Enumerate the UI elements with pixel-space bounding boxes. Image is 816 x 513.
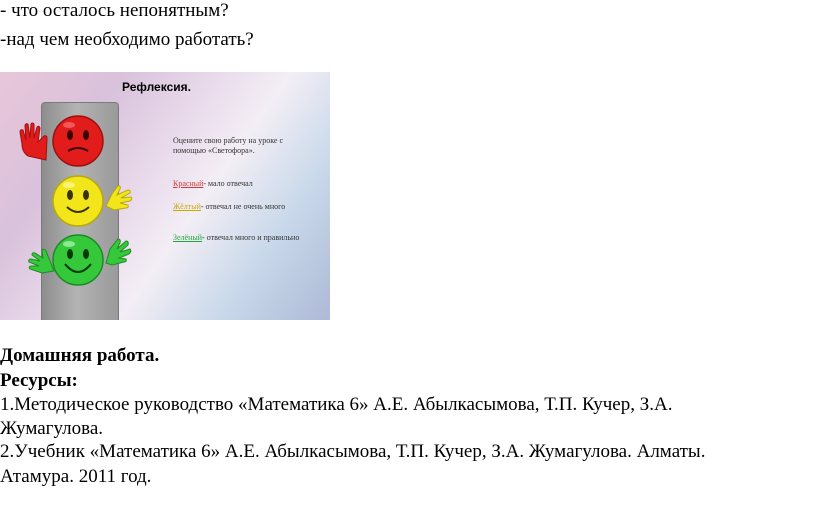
legend-green-word: Зелёный xyxy=(173,233,203,242)
red-smiley-icon xyxy=(52,115,104,167)
green-smiley-icon xyxy=(52,234,104,286)
red-hand-icon xyxy=(16,122,52,162)
legend-red-word: Красный xyxy=(173,179,204,188)
legend-yellow-text: - отвечал не очень много xyxy=(200,202,286,211)
homework-title: Домашняя работа. xyxy=(0,345,160,366)
resource-2-line-2: Атамура. 2011 год. xyxy=(0,466,152,487)
legend-red-text: - мало отвечал xyxy=(203,179,253,188)
resource-1-line-1: 1.Методическое руководство «Математика 6» А.Е. Абылкасымова, Т.П. Кучер, З.А. xyxy=(0,394,673,415)
reflection-slide-image xyxy=(0,72,330,320)
question-unclear: - что осталось непонятным? xyxy=(0,0,229,21)
legend-yellow-word: Жёлтый xyxy=(173,202,201,211)
legend-red xyxy=(173,179,303,189)
resource-1-line-2: Жумагулова. xyxy=(0,418,104,439)
legend-green-text: - отвечал много и правильно xyxy=(202,233,300,242)
slide-instruction: Оцените свою работу на уроке с помощью «Светофора». xyxy=(173,136,283,155)
slide-title: Рефлексия. xyxy=(122,80,191,94)
legend-yellow xyxy=(173,202,303,212)
question-work-on: -над чем необходимо работать? xyxy=(0,29,254,50)
resource-2-line-1: 2.Учебник «Математика 6» А.Е. Абылкасымова, Т.П. Кучер, З.А. Жумагулова. Алматы. xyxy=(0,441,706,462)
yellow-smiley-icon xyxy=(52,175,104,227)
legend-green xyxy=(173,233,303,243)
resources-title: Ресурсы: xyxy=(0,370,78,391)
yellow-hand-icon xyxy=(104,184,134,214)
green-hand-icon-right xyxy=(104,237,132,267)
